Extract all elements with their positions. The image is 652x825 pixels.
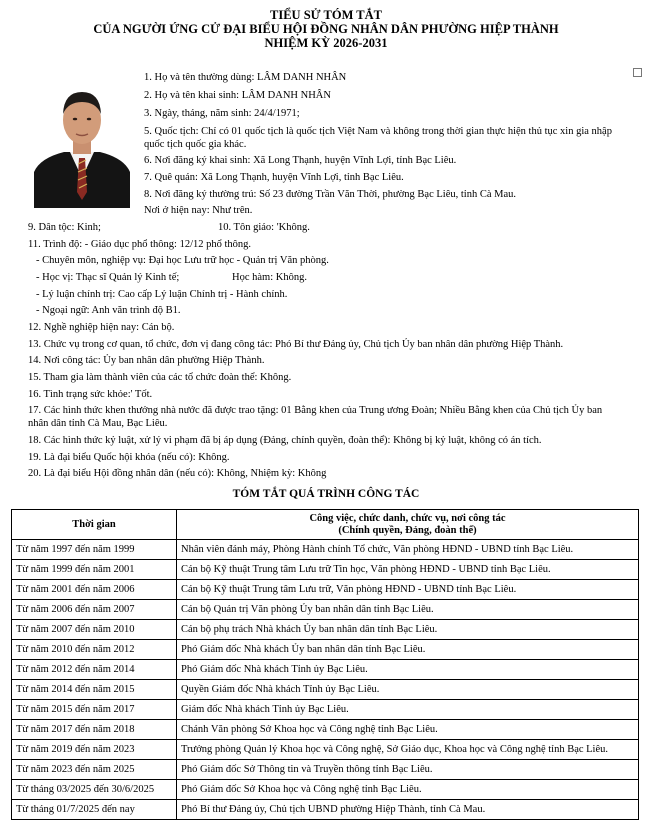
- role-cell: Cán bộ Kỹ thuật Trung tâm Lưu trữ, Văn phòng HĐND - UBND tỉnh Bạc Liêu.: [177, 580, 639, 600]
- time-cell: Từ năm 2012 đến năm 2014: [12, 660, 177, 680]
- bio-birth-date: 3. Ngày, tháng, năm sinh: 24/4/1971;: [144, 108, 300, 119]
- bio-birth-name: 2. Họ và tên khai sinh: LÂM DANH NHÂN: [144, 90, 331, 101]
- bio-workplace: 14. Nơi công tác: Ủy ban nhân dân phường Hiệp Thành.: [28, 355, 265, 366]
- time-cell: Từ năm 2017 đến năm 2018: [12, 720, 177, 740]
- bio-ethnicity: 9. Dân tộc: Kinh;: [28, 222, 101, 233]
- bio-education: 11. Trình độ: - Giáo dục phổ thông: 12/12 phổ thông.: [28, 239, 252, 250]
- time-cell: Từ năm 2014 đến năm 2015: [12, 680, 177, 700]
- role-cell: Cán bộ Quản trị Văn phòng Ủy ban nhân dân tỉnh Bạc Liêu.: [177, 600, 639, 620]
- bio-health: 16. Tình trạng sức khỏe:' Tốt.: [28, 389, 153, 400]
- corner-checkbox[interactable]: [633, 68, 642, 77]
- time-cell: Từ năm 2015 đến năm 2017: [12, 700, 177, 720]
- header-term: NHIỆM KỲ 2026-2031: [264, 36, 388, 50]
- role-cell: Chánh Văn phòng Sở Khoa học và Công nghệ tỉnh Bạc Liêu.: [177, 720, 639, 740]
- bio-occupation: 12. Nghề nghiệp hiện nay: Cán bộ.: [28, 322, 175, 333]
- time-cell: Từ năm 1999 đến năm 2001: [12, 560, 177, 580]
- role-cell: Phó Giám đốc Nhà khách Tỉnh ủy Bạc Liêu.: [177, 660, 639, 680]
- table-row: [12, 660, 639, 680]
- role-cell: Phó Giám đốc Sở Thông tin và Truyền thông tỉnh Bạc Liêu.: [177, 760, 639, 780]
- role-cell: Phó Bí thư Đảng ủy, Chủ tịch UBND phường Hiệp Thành, tỉnh Cà Mau.: [177, 800, 639, 820]
- table-row: [12, 620, 639, 640]
- bio-common-name: 1. Họ và tên thường dùng: LÂM DANH NHÂN: [144, 72, 347, 83]
- role-cell: Phó Giám đốc Nhà khách Ủy ban nhân dân tỉnh Bạc Liêu.: [177, 640, 639, 660]
- header-subtitle: CỦA NGƯỜI ỨNG CỬ ĐẠI BIỂU HỘI ĐỒNG NHÂN DÂN PHƯỜNG HIỆP THÀNH: [93, 22, 559, 36]
- time-cell: Từ năm 2019 đến năm 2023: [12, 740, 177, 760]
- table-row: [12, 640, 639, 660]
- bio-nationality: 5. Quốc tịch: Chỉ có 01 quốc tịch là quốc tịch Việt Nam và không trong thời gian thực hiện thủ tục xin gia nhập: [144, 126, 612, 137]
- bio-hometown: 7. Quê quán: Xã Long Thạnh, huyện Vĩnh Lợi, tỉnh Bạc Liêu.: [144, 172, 404, 183]
- document-header: [0, 0, 652, 50]
- bio-profession: - Chuyên môn, nghiệp vụ: Đại học Lưu trữ học - Quản trị Văn phòng.: [36, 255, 329, 266]
- table-header-row: [12, 510, 639, 540]
- bio-peoples-council: 20. Là đại biểu Hội đồng nhân dân (nếu có): Không, Nhiệm kỳ: Không: [28, 468, 327, 479]
- role-cell: Cán bộ Kỹ thuật Trung tâm Lưu trữ Tin học, Văn phòng HĐND - UBND tỉnh Bạc Liêu.: [177, 560, 639, 580]
- work-history-title: TÓM TẮT QUÁ TRÌNH CÔNG TÁC: [232, 488, 420, 500]
- bio-awards-cont: nhân dân tỉnh Cà Mau, Bạc Liêu.: [28, 418, 168, 429]
- candidate-photo: [34, 80, 130, 208]
- work-history-table: [11, 509, 639, 820]
- table-row: [12, 580, 639, 600]
- time-cell: Từ tháng 01/7/2025 đến nay: [12, 800, 177, 820]
- table-row: [12, 800, 639, 820]
- col-header-role-line1: Công việc, chức danh, chức vụ, nơi công tác: [309, 512, 506, 524]
- time-cell: Từ tháng 03/2025 đến 30/6/2025: [12, 780, 177, 800]
- role-cell: Trưởng phòng Quản lý Khoa học và Công nghệ, Sở Giáo dục, Khoa học và Công nghệ tỉnh Bạc Liêu.: [177, 740, 639, 760]
- bio-religion: 10. Tôn giáo: 'Không.: [218, 222, 310, 233]
- bio-foreign-language: - Ngoại ngữ: Anh văn trình độ B1.: [36, 305, 181, 316]
- table-row: [12, 760, 639, 780]
- bio-awards: 17. Các hình thức khen thưởng nhà nước đã được trao tặng: 01 Bằng khen của Trung ương Đoàn; Nhiều Bằng khen của Chủ tịch Ủy ban: [28, 405, 603, 416]
- table-row: [12, 740, 639, 760]
- time-cell: Từ năm 2023 đến năm 2025: [12, 760, 177, 780]
- bio-residence: 8. Nơi đăng ký thường trú: Số 23 đường Trần Văn Thời, phường Bạc Liêu, tỉnh Cà Mau.: [144, 189, 516, 200]
- header-title: TIỂU SỬ TÓM TẮT: [270, 8, 382, 22]
- time-cell: Từ năm 2007 đến năm 2010: [12, 620, 177, 640]
- bio-national-assembly: 19. Là đại biểu Quốc hội khóa (nếu có): Không.: [28, 452, 230, 463]
- role-cell: Giám đốc Nhà khách Tỉnh ủy Bạc Liêu.: [177, 700, 639, 720]
- table-row: [12, 600, 639, 620]
- table-row: [12, 780, 639, 800]
- time-cell: Từ năm 2001 đến năm 2006: [12, 580, 177, 600]
- table-row: [12, 700, 639, 720]
- col-header-role: [177, 510, 639, 540]
- bio-degree: - Học vị: Thạc sĩ Quản lý Kinh tế;: [36, 272, 180, 283]
- role-cell: Quyền Giám đốc Nhà khách Tỉnh ủy Bạc Liêu.: [177, 680, 639, 700]
- col-header-role-line2: (Chính quyền, Đảng, đoàn thể): [338, 524, 477, 536]
- bio-position: 13. Chức vụ trong cơ quan, tổ chức, đơn vị đang công tác: Phó Bí thư Đảng ủy, Chủ tịch Ủy ban nhân dân phường Hiệp Thành.: [28, 339, 564, 350]
- bio-academic-title: Học hàm: Không.: [232, 272, 307, 283]
- table-row: [12, 560, 639, 580]
- bio-current-address: Nơi ở hiện nay: Như trên.: [144, 205, 253, 216]
- role-cell: Phó Giám đốc Sở Khoa học và Công nghệ tỉnh Bạc Liêu.: [177, 780, 639, 800]
- bio-birth-registration: 6. Nơi đăng ký khai sinh: Xã Long Thạnh, huyện Vĩnh Lợi, tỉnh Bạc Liêu.: [144, 155, 457, 166]
- role-cell: Cán bộ phụ trách Nhà khách Ủy ban nhân dân tỉnh Bạc Liêu.: [177, 620, 639, 640]
- table-row: [12, 540, 639, 560]
- time-cell: Từ năm 1997 đến năm 1999: [12, 540, 177, 560]
- role-cell: Nhân viên đánh máy, Phòng Hành chính Tổ chức, Văn phòng HĐND - UBND tỉnh Bạc Liêu.: [177, 540, 639, 560]
- table-row: [12, 680, 639, 700]
- table-row: [12, 720, 639, 740]
- bio-discipline: 18. Các hình thức kỷ luật, xử lý vi phạm đã bị áp dụng (Đảng, chính quyền, đoàn thể): Không bị kỷ luật, không có án tích.: [28, 435, 542, 446]
- bio-nationality-cont: quốc tịch quốc gia khác.: [144, 139, 247, 150]
- bio-organizations: 15. Tham gia làm thành viên của các tổ chức đoàn thể: Không.: [28, 372, 292, 383]
- col-header-time: Thời gian: [12, 510, 177, 540]
- time-cell: Từ năm 2006 đến năm 2007: [12, 600, 177, 620]
- time-cell: Từ năm 2010 đến năm 2012: [12, 640, 177, 660]
- bio-political-theory: - Lý luận chính trị: Cao cấp Lý luận Chính trị - Hành chính.: [36, 289, 288, 300]
